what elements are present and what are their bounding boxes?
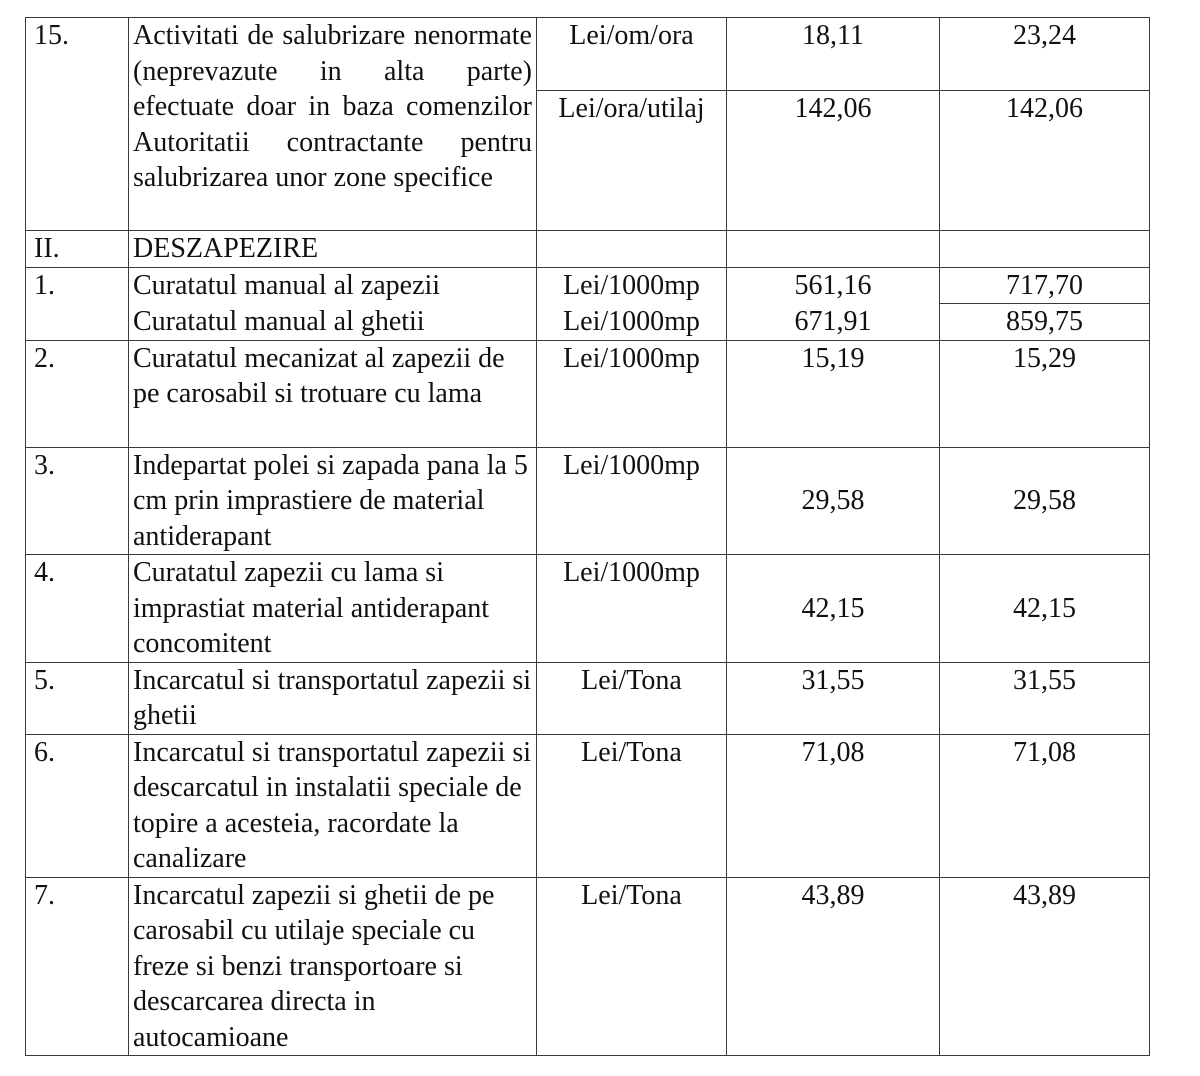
row-value-b: 42,15 [940,555,1150,663]
tariff-table [25,17,1150,1056]
row-value-a: 18,11 [727,18,940,91]
table-row [26,447,1150,555]
row-value-b: 43,89 [940,877,1150,1056]
row-value-b: 15,29 [940,340,1150,447]
row-value-a: 15,19 [727,340,940,447]
row-unit: Lei/1000mp [537,447,727,555]
row-description: Curatatul zapezii cu lama si imprastiat material antiderapant concomitent [129,555,537,663]
row-value-a: 31,55 [727,662,940,734]
row-unit: Lei/1000mp [537,340,727,447]
table-row [26,340,1150,447]
row-value-a: 671,91 [727,304,940,341]
row-description: Curatatul manual al ghetii [129,304,537,341]
row-unit: Lei/ora/utilaj [537,91,727,231]
row-value-a: 43,89 [727,877,940,1056]
row-unit: Lei/1000mp [537,555,727,663]
row-unit: Lei/1000mp [537,304,727,341]
row-value-b: 23,24 [940,18,1150,91]
table-row [26,231,1150,268]
row-value-b: 29,58 [940,447,1150,555]
table-row [26,662,1150,734]
row-value-a: 42,15 [727,555,940,663]
table-row [26,555,1150,663]
row-value-a: 29,58 [727,447,940,555]
table-row [26,18,1150,91]
row-description: Indepartat polei si zapada pana la 5 cm prin imprastiere de material antiderapant [129,447,537,555]
row-value-a: 561,16 [727,267,940,304]
table-row [26,304,1150,341]
row-value-b: 859,75 [940,304,1150,341]
row-description: Incarcatul si transportatul zapezii si descarcatul in instalatii speciale de topire a acesteia, racordate la canalizare [129,734,537,877]
row-description: Activitati de salubrizare nenormate (neprevazute in alta parte) efectuate doar in baza comenzilor Autoritatii contractante pentru salubrizarea unor zone specifice [129,18,537,231]
row-number: 7. [26,877,129,1056]
row-number: 4. [26,555,129,663]
row-value-b: 71,08 [940,734,1150,877]
row-description: Incarcatul zapezii si ghetii de pe carosabil cu utilaje speciale cu freze si benzi transportoare si descarcarea directa in autocamioane [129,877,537,1056]
row-number: 3. [26,447,129,555]
row-number: 6. [26,734,129,877]
row-value-b: 717,70 [940,267,1150,304]
row-unit: Lei/Tona [537,734,727,877]
row-value-a: 142,06 [727,91,940,231]
row-description: Incarcatul si transportatul zapezii si ghetii [129,662,537,734]
row-unit: Lei/Tona [537,877,727,1056]
row-unit: Lei/1000mp [537,267,727,304]
row-description: Curatatul mecanizat al zapezii de pe carosabil si trotuare cu lama [129,340,537,447]
row-value-b: 142,06 [940,91,1150,231]
table-row [26,267,1150,304]
section-title: DESZAPEZIRE [129,231,537,268]
row-number: 2. [26,340,129,447]
row-unit: Lei/om/ora [537,18,727,91]
row-value-b: 31,55 [940,662,1150,734]
row-description: Curatatul manual al zapezii [129,267,537,304]
row-number: 5. [26,662,129,734]
table-row [26,734,1150,877]
table-row [26,877,1150,1056]
row-unit: Lei/Tona [537,662,727,734]
row-number: 15. [26,18,129,231]
row-number: 1. [26,267,129,340]
row-value-a: 71,08 [727,734,940,877]
section-number: II. [26,231,129,268]
